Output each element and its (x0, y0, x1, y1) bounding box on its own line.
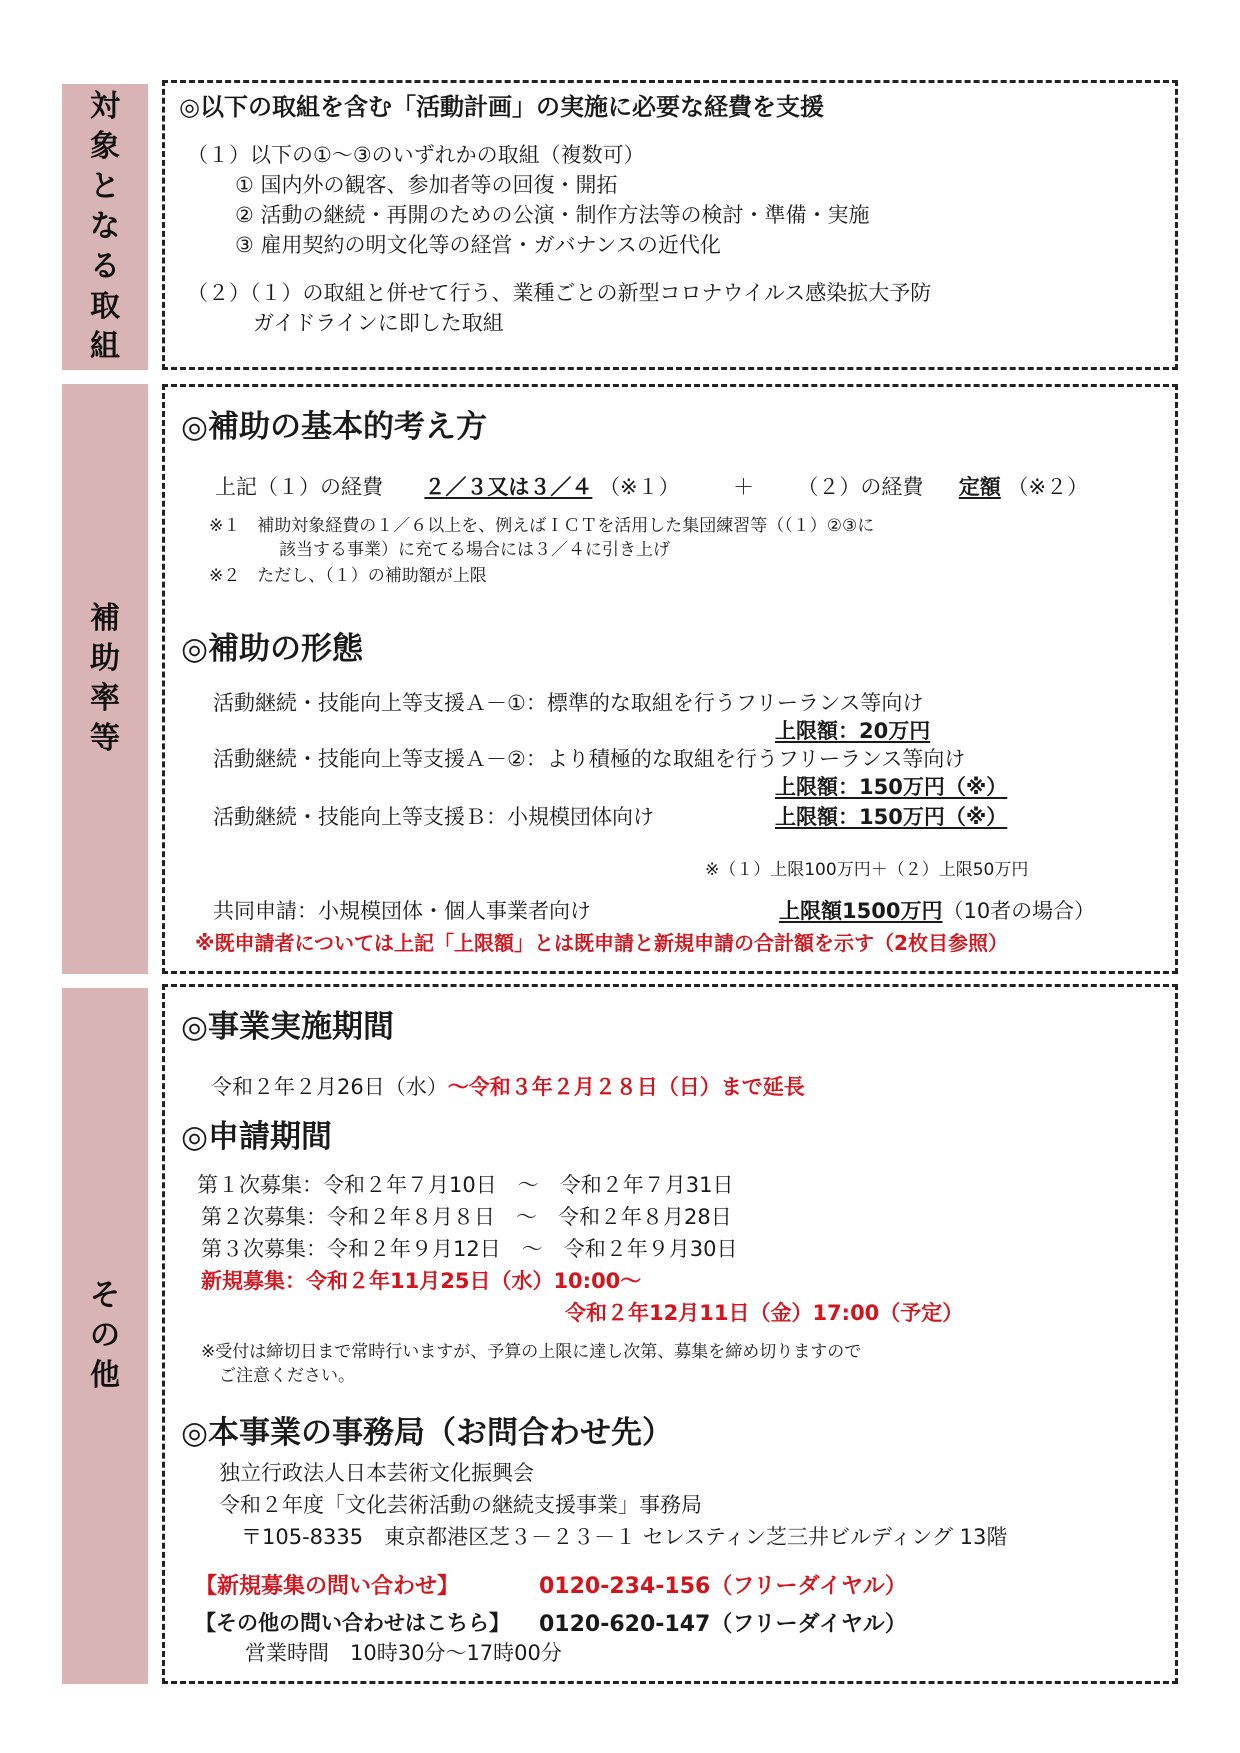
round-1: 第１次募集：令和２年７月10日 ～ 令和２年７月31日 (197, 1173, 734, 1197)
note-2: ※２ ただし、（１）の補助額が上限 (209, 566, 487, 586)
target-sub-1: ① 国内外の観客、参加者等の回復・開拓 (235, 173, 618, 197)
office-heading: ◎本事業の事務局（お問合わせ先） (181, 1415, 674, 1451)
new-contact-phone: 0120-234-156（フリーダイヤル） (539, 1574, 907, 1599)
rate-box (162, 384, 1178, 974)
side-char: 対 (90, 89, 120, 124)
joint-application: 共同申請：小規模団体・個人事業者向け (213, 899, 591, 923)
rate-section (62, 384, 1178, 974)
accept-note: ※受付は締切日まで常時行いますが、予算の上限に達し次第、募集を締め切りますので (201, 1342, 862, 1362)
office-address: 〒105-8335 東京都港区芝３－２３－１ セレスティン芝三井ビルディング 13階 (241, 1525, 1008, 1549)
support-a2-limit: 上限額：150万円（※） (775, 775, 1008, 799)
other-section (62, 988, 1178, 1684)
other-contact-phone: 0120-620-147（フリーダイヤル） (539, 1612, 907, 1637)
support-a1-limit: 上限額：20万円 (775, 719, 931, 743)
period-text: 令和２年２月26日（水） (211, 1075, 448, 1099)
other-contact-label: 【その他の問い合わせはこちら】 (195, 1611, 510, 1635)
rate-side-label (62, 384, 148, 974)
support-a2: 活動継続・技能向上等支援Ａ－②：より積極的な取組を行うフリーランス等向け (213, 747, 966, 771)
org-name: 独立行政法人日本芸術文化振興会 (219, 1461, 534, 1485)
target-box (162, 80, 1178, 370)
side-char: る (90, 249, 120, 284)
side-char: の (90, 1318, 120, 1353)
joint-note: （10者の場合） (942, 899, 1096, 923)
side-char: と (90, 169, 120, 204)
limit-note: ※（１）上限100万円＋（２）上限50万円 (705, 860, 1029, 880)
formula-rate: ２／３又は３／４ (424, 475, 593, 499)
joint-limit-line (779, 895, 1095, 925)
target-sub-3: ③ 雇用契約の明文化等の経営・ガバナンスの近代化 (235, 233, 721, 257)
side-char: 組 (90, 329, 120, 364)
red-note: ※既申請者については上記「上限額」とは既申請と新規申請の合計額を示す（2枚目参照） (195, 931, 1008, 955)
other-box (162, 984, 1178, 1684)
side-char: 取 (90, 289, 120, 324)
round-3: 第３次募集：令和２年９月12日 ～ 令和２年９月30日 (201, 1237, 738, 1261)
new-round-end: 令和２年12月11日（金）17:00（予定） (565, 1301, 964, 1325)
target-item-1: （１）以下の①～③のいずれかの取組（複数可） (187, 143, 645, 167)
new-contact-label: 【新規募集の問い合わせ】 (195, 1574, 460, 1599)
joint-limit: 上限額1500万円 (779, 899, 943, 923)
formula-fixed: 定額 (958, 475, 1001, 499)
other-side-label (62, 988, 148, 1684)
period-extension: ～令和３年２月２８日（日）まで延長 (447, 1075, 805, 1099)
side-char: 率 (90, 681, 120, 716)
basic-heading: ◎補助の基本的考え方 (181, 409, 488, 445)
target-sub-2: ② 活動の継続・再開のための公演・制作方法等の検討・準備・実施 (235, 203, 870, 227)
org-office: 令和２年度「文化芸術活動の継続支援事業」事務局 (219, 1493, 702, 1517)
support-b-limit: 上限額：150万円（※） (775, 805, 1008, 829)
note-1: ※１ 補助対象経費の１／６以上を、例えばＩＣＴを活用した集団練習等（（１）②③に (209, 516, 875, 536)
side-char: そ (90, 1278, 120, 1313)
formula-note2: （※２） (1007, 475, 1089, 499)
formula-note1: （※１） (599, 475, 680, 499)
target-side-label (62, 84, 148, 370)
side-char: 補 (90, 601, 120, 636)
form-heading: ◎補助の形態 (181, 631, 364, 667)
apply-heading: ◎申請期間 (181, 1119, 333, 1155)
support-a1: 活動継続・技能向上等支援Ａ－①：標準的な取組を行うフリーランス等向け (213, 691, 924, 715)
side-char: 等 (90, 721, 120, 756)
round-2: 第２次募集：令和２年８月８日 ～ 令和２年８月28日 (201, 1205, 732, 1229)
side-char: 助 (90, 641, 120, 676)
period-line (211, 1071, 805, 1101)
side-char: 象 (90, 129, 120, 164)
side-char: 他 (90, 1358, 120, 1393)
target-item-2: （２）（１）の取組と併せて行う、業種ごとの新型コロナウイルス感染拡大予防 (187, 281, 932, 305)
target-section (62, 84, 1178, 370)
support-b: 活動継続・技能向上等支援Ｂ：小規模団体向け (213, 805, 654, 829)
note-1-cont: 該当する事業）に充てる場合には３／４に引き上げ (279, 540, 670, 560)
office-hours: 営業時間 10時30分～17時00分 (245, 1641, 562, 1665)
target-item-2-cont: ガイドラインに即した取組 (253, 311, 504, 335)
formula-plus: ＋ (733, 475, 755, 499)
formula-part2: （２）の経費 (797, 475, 924, 499)
period-heading: ◎事業実施期間 (181, 1009, 395, 1045)
accept-note-cont: ご注意ください。 (219, 1366, 355, 1386)
formula-line (215, 471, 1088, 501)
side-char: な (90, 209, 120, 244)
new-round: 新規募集：令和２年11月25日（水）10:00～ (201, 1269, 642, 1293)
target-heading: ◎以下の取組を含む「活動計画」の実施に必要な経費を支援 (179, 93, 824, 121)
formula-part1: 上記（１）の経費 (215, 475, 383, 499)
